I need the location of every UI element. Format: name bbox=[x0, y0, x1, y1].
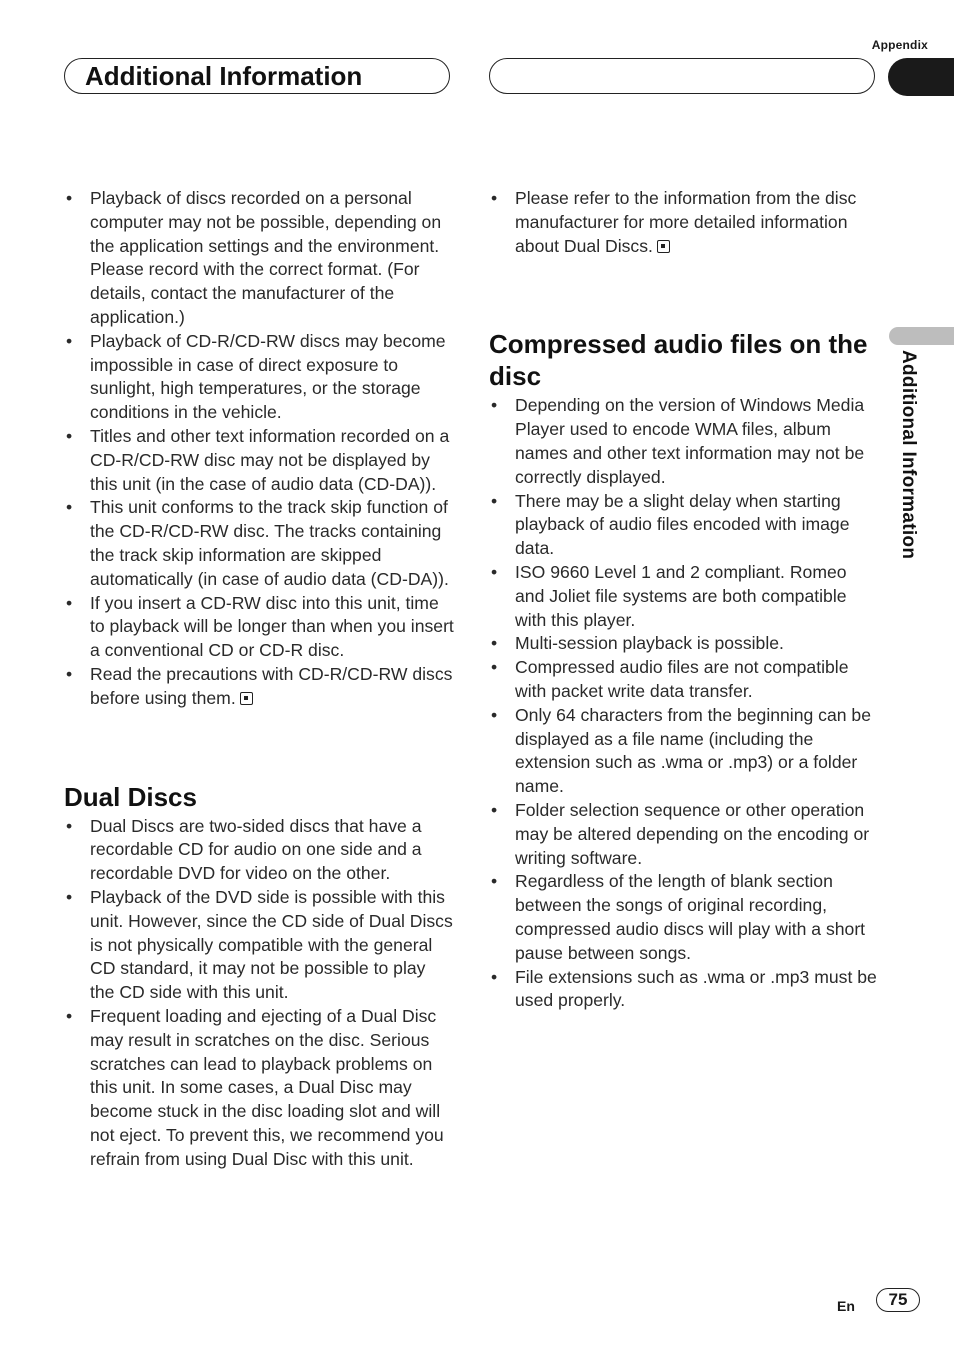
dual-discs-heading: Dual Discs bbox=[64, 781, 197, 812]
list-item: • There may be a slight delay when starting playback of audio files encoded with image data. bbox=[489, 490, 879, 561]
list-item: • ISO 9660 Level 1 and 2 compliant. Romeo and Joliet file systems are both compatible with this player. bbox=[489, 561, 879, 632]
page-number: 75 bbox=[876, 1288, 920, 1312]
disc-notes-list bbox=[64, 187, 454, 711]
right-column bbox=[489, 187, 879, 1013]
list-item: • Multi-session playback is possible. bbox=[489, 632, 879, 656]
side-tab-marker bbox=[889, 327, 954, 345]
language-label: En bbox=[837, 1298, 855, 1314]
section-title-pill bbox=[64, 58, 450, 94]
left-column bbox=[64, 187, 454, 1171]
section-tab-marker bbox=[888, 58, 954, 96]
list-item: • Titles and other text information recorded on a CD-R/CD-RW disc may not be displayed by this unit (in the case of audio data (CD-DA)). bbox=[64, 425, 454, 496]
dual-disc-info-list bbox=[489, 187, 879, 258]
list-item: • Folder selection sequence or other operation may be altered depending on the encoding or writing software. bbox=[489, 799, 879, 870]
end-of-section-icon bbox=[657, 240, 670, 253]
list-item: • File extensions such as .wma or .mp3 must be used properly. bbox=[489, 966, 879, 1014]
list-item: • This unit conforms to the track skip function of the CD-R/CD-RW disc. The tracks containing the track skip information are skipped automatically (in case of audio data (CD-DA)). bbox=[64, 496, 454, 591]
empty-header-pill bbox=[489, 58, 875, 94]
list-item: • Regardless of the length of blank section between the songs of original recording, compressed audio discs will play with a short pause between songs. bbox=[489, 870, 879, 965]
dual-discs-list bbox=[64, 815, 454, 1172]
list-item: • Only 64 characters from the beginning can be displayed as a file name (including the extension such as .wma or .mp3) or a folder name. bbox=[489, 704, 879, 799]
list-item: • Compressed audio files are not compatible with packet write data transfer. bbox=[489, 656, 879, 704]
list-item: • Read the precautions with CD-R/CD-RW discs before using them. bbox=[64, 663, 454, 711]
list-item: • Playback of discs recorded on a personal computer may not be possible, depending on the application settings and the environment. Please record with the correct format. (For details, contact the manufacturer of the application.) bbox=[64, 187, 454, 330]
section-title: Additional Information bbox=[85, 61, 363, 91]
appendix-label: Appendix bbox=[871, 38, 928, 52]
list-item: • Please refer to the information from the disc manufacturer for more detailed information about Dual Discs. bbox=[489, 187, 879, 258]
list-item: • Playback of CD-R/CD-RW discs may become impossible in case of direct exposure to sunlight, high temperatures, or the storage conditions in the vehicle. bbox=[64, 330, 454, 425]
list-item: • Playback of the DVD side is possible with this unit. However, since the CD side of Dual Discs is not physically compatible with the general CD standard, it may not be possible to play the CD side with this unit. bbox=[64, 886, 454, 1005]
list-item: • Depending on the version of Windows Media Player used to encode WMA files, album names and other text information may not be correctly displayed. bbox=[489, 394, 879, 489]
compressed-audio-heading: Compressed audio files on the disc bbox=[489, 329, 868, 392]
list-item: • Dual Discs are two-sided discs that have a recordable CD for audio on one side and a recordable DVD for video on the other. bbox=[64, 815, 454, 886]
list-item: • If you insert a CD-RW disc into this unit, time to playback will be longer than when you insert a conventional CD or CD-R disc. bbox=[64, 592, 454, 663]
side-tab-label: Additional Information bbox=[898, 350, 919, 560]
list-item: • Frequent loading and ejecting of a Dual Disc may result in scratches on the disc. Serious scratches can lead to playback problems on this unit. In some cases, a Dual Disc may become stuck in the disc loading slot and will not eject. To prevent this, we recommend you refrain from using Dual Disc with this unit. bbox=[64, 1005, 454, 1172]
compressed-audio-list bbox=[489, 394, 879, 1013]
end-of-section-icon bbox=[240, 692, 253, 705]
